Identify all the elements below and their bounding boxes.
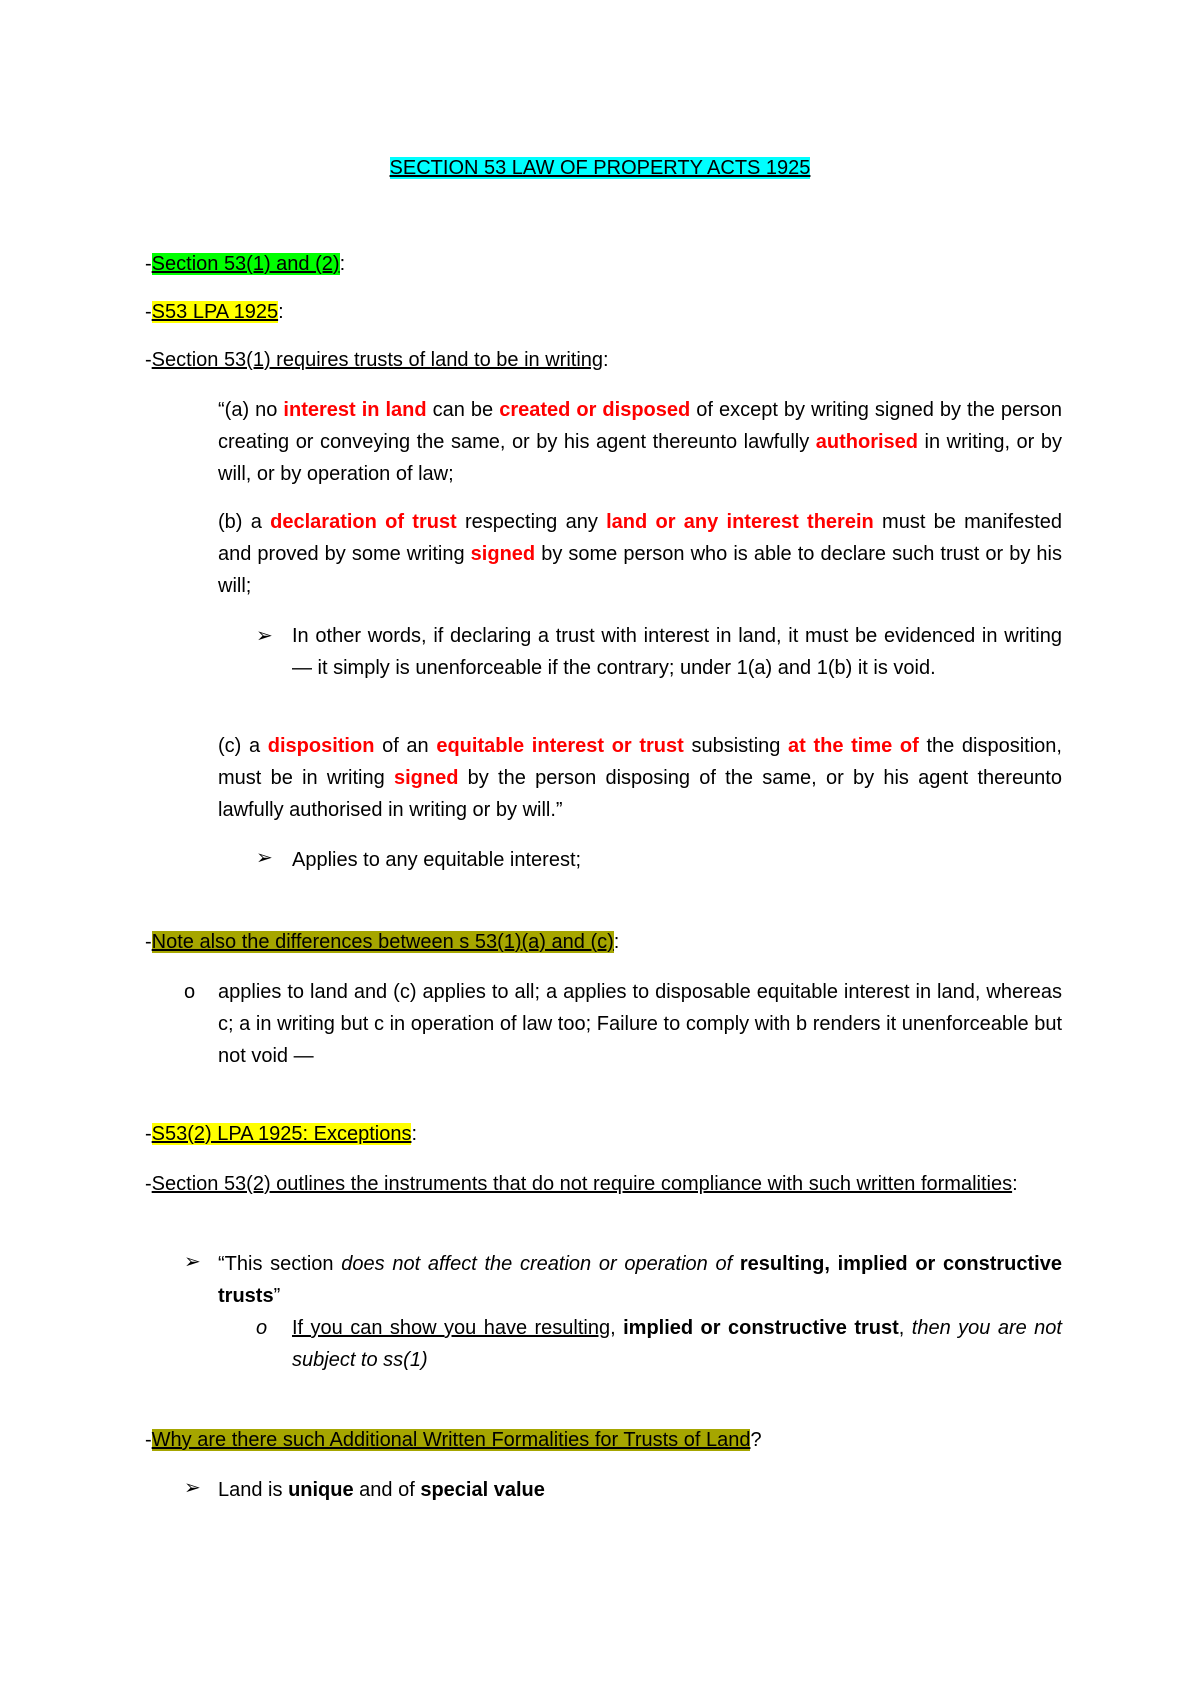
heading-dash: - <box>145 1429 152 1451</box>
title-text: SECTION 53 LAW OF PROPERTY ACTS 1925 <box>389 157 811 179</box>
heading-why-formalities <box>145 1426 762 1454</box>
sub-bullet-text <box>292 1312 1062 1376</box>
text-run: by some person who is able to declare such trust or by his will; <box>218 543 1062 597</box>
heading-tail: : <box>278 301 284 323</box>
text-run: , <box>610 1317 624 1339</box>
heading-dash: - <box>145 931 152 953</box>
heading-tail: : <box>339 253 346 275</box>
s532-tail: : <box>1012 1173 1018 1195</box>
heading-dash: - <box>145 253 152 275</box>
text-run: , <box>898 1317 912 1339</box>
arrow-bullet-icon: ➢ <box>184 1477 201 1499</box>
text-run: can be <box>426 399 500 421</box>
heading-section-53 <box>145 250 345 278</box>
arrow-bullet-icon: ➢ <box>256 625 273 647</box>
heading-text: Why are there such Additional Written Formalities for Trusts of Land <box>151 1429 751 1451</box>
text-run: by the person disposing of the same, or by his agent thereunto lawfully authorised in writing or by will.” <box>218 767 1062 821</box>
arrow-bullet-icon: ➢ <box>256 847 273 869</box>
arrow-bullet-icon: ➢ <box>184 1251 201 1273</box>
intro-line <box>145 346 609 374</box>
emphasis-run: signed <box>393 767 459 789</box>
heading-tail: ? <box>750 1429 762 1451</box>
intro-text: Section 53(1) requires trusts of land to be in writing <box>151 349 604 371</box>
s532-dash: - <box>145 1173 152 1195</box>
text-run: in writing, or by will, or by operation of law; <box>218 431 1062 485</box>
italic-run: then you are not subject to ss(1) <box>292 1317 1062 1371</box>
emphasis-run: disposition <box>267 735 375 757</box>
intro-dash: - <box>145 349 152 371</box>
bold-run: implied or constructive trust <box>623 1317 899 1339</box>
emphasis-run: declaration of trust <box>270 511 457 533</box>
text-run: (c) a <box>218 735 268 757</box>
emphasis-run: authorised <box>815 431 919 453</box>
emphasis-run: signed <box>470 543 536 565</box>
paragraph-c <box>218 730 1062 826</box>
heading-s532-exceptions <box>145 1120 417 1148</box>
s532-text: Section 53(2) outlines the instruments that do not require compliance with such written formalities <box>151 1173 1013 1195</box>
circle-bullet-icon: o <box>184 981 196 1003</box>
heading-dash: - <box>145 301 152 323</box>
text-run: must be manifested and proved by some writing <box>218 511 1063 565</box>
circle-bullet-icon: o <box>256 1317 268 1339</box>
paragraph-b <box>218 506 1062 602</box>
text-run: “This section <box>218 1253 342 1275</box>
text-run: of an <box>374 735 437 757</box>
heading-dash: - <box>145 1123 152 1145</box>
note-item-text: applies to land and (c) applies to all; a applies to disposable equitable interest in land, whereas c; a in writing but c in operation of law too; Failure to comply with b renders it unenforceable but not void — <box>218 981 1062 1067</box>
bold-run: special value <box>420 1479 545 1501</box>
land-bullet-text <box>218 1476 545 1504</box>
quote-bullet-text <box>218 1248 1062 1312</box>
s532-paragraph <box>145 1168 1062 1200</box>
emphasis-run: at the time of <box>788 735 919 757</box>
text-run: (b) a <box>218 511 271 533</box>
text-run: of except by writing signed by the person creating or conveying the same, or by his agent thereunto lawfully <box>218 399 1063 453</box>
text-run: Land is <box>218 1479 289 1501</box>
text-run: respecting any <box>456 511 607 533</box>
bullet-c-text: Applies to any equitable interest; <box>292 849 582 871</box>
emphasis-run: equitable interest or trust <box>436 735 684 757</box>
heading-note-differences <box>145 928 619 956</box>
text-run: ” <box>273 1285 281 1307</box>
text-run: and of <box>353 1479 421 1501</box>
emphasis-run: created or disposed <box>499 399 691 421</box>
italic-run: does not affect the creation or operation of <box>341 1253 733 1275</box>
heading-tail: : <box>613 931 620 953</box>
text-run: “(a) no <box>218 399 284 421</box>
bold-run: resulting, implied or constructive trusts <box>218 1253 1062 1307</box>
heading-text: S53 LPA 1925 <box>151 301 279 323</box>
bullet-b-text: In other words, if declaring a trust with interest in land, it must be evidenced in writing — it simply is unenforceable if the contrary; under 1(a) and 1(b) it is void. <box>292 625 1062 679</box>
emphasis-run: land or any interest therein <box>606 511 874 533</box>
paragraph-a <box>218 394 1062 490</box>
emphasis-run: interest in land <box>283 399 427 421</box>
text-run: subsisting <box>683 735 789 757</box>
heading-s53-lpa <box>145 298 284 326</box>
page-title <box>0 154 1200 182</box>
bold-run: unique <box>288 1479 354 1501</box>
underline-run: If you can show you have resulting <box>292 1317 611 1339</box>
intro-tail: : <box>603 349 609 371</box>
heading-text: Section 53(1) and (2) <box>151 253 340 275</box>
heading-text: S53(2) LPA 1925: Exceptions <box>151 1123 412 1145</box>
heading-tail: : <box>411 1123 418 1145</box>
heading-text: Note also the differences between s 53(1)(a) and (c) <box>151 931 614 953</box>
text-run: the disposition, must be in writing <box>218 735 1062 789</box>
